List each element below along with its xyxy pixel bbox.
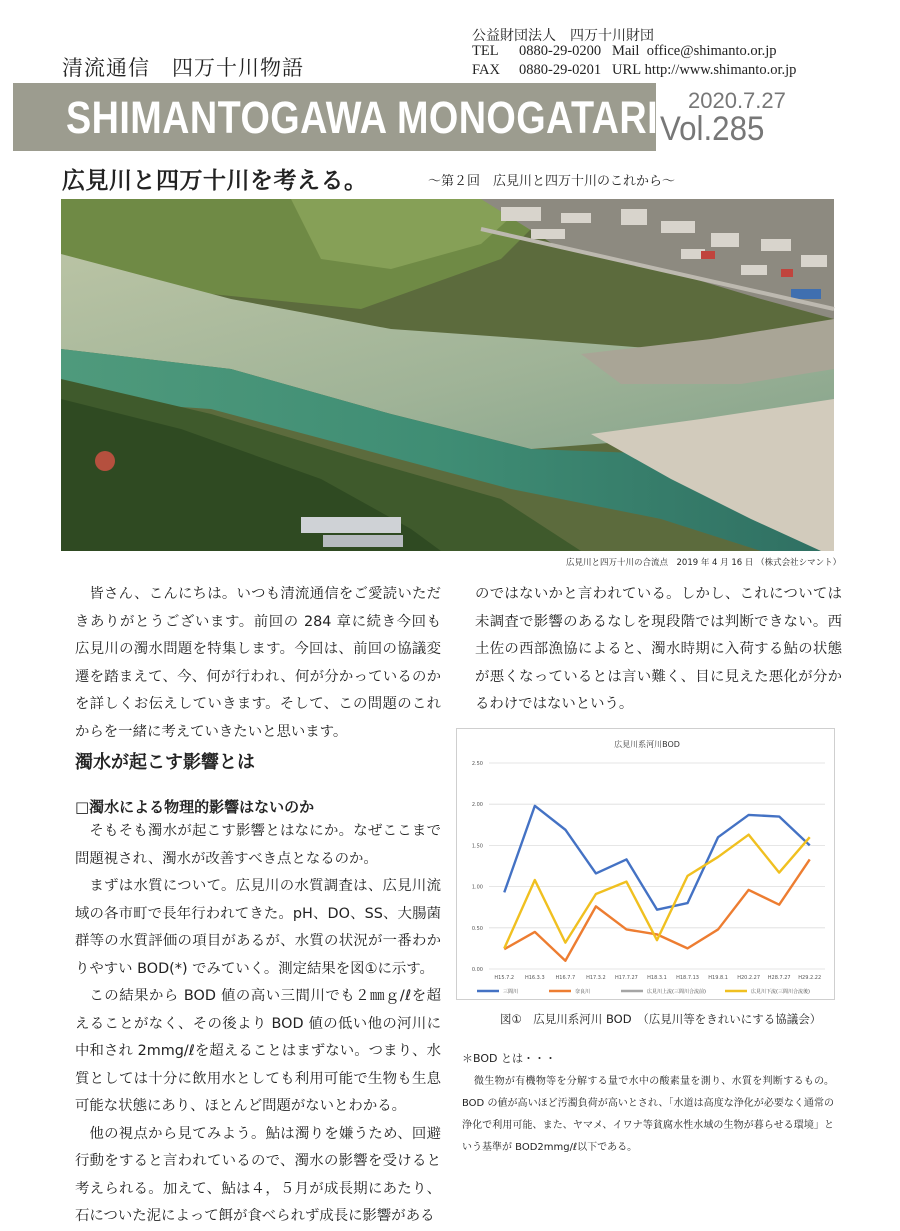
mail-address[interactable]: office@shimanto.or.jp (647, 43, 777, 59)
chart-ytick-label: 2.00 (472, 802, 483, 808)
chart-ytick-label: 1.00 (472, 885, 483, 891)
contact-line-fax-url (472, 62, 796, 79)
note-text: 微生物が有機物等を分解する量で水中の酸素量を測り、水質を判断するもの。BOD の値が高いほど汚濁負荷が高いとされ、「水道は高度な浄化が必要なく通常の浄化で利用可能、また、ヤマメ、イワナ等貧腐水性水域の生物が暮らせる環境」という基準が BOD2mmg/ℓ以下である。 (462, 1071, 834, 1159)
newsletter-subtitle: 清流通信 四万十川物語 (62, 52, 304, 82)
chart-xtick-label: H29.2.22 (798, 975, 821, 981)
chart-series-line (504, 806, 809, 910)
issue-date: 2020.7.27 (688, 88, 786, 114)
chart-xtick-label: H18.3.1 (647, 975, 667, 981)
aerial-river-photo (61, 199, 834, 551)
fax-number: 0880-29-0201 (519, 62, 601, 78)
chart-xtick-label: H17.3.2 (586, 975, 606, 981)
chart-xtick-label: H18.7.13 (676, 975, 699, 981)
chart-ytick-label: 0.00 (472, 967, 483, 973)
chart-xtick-label: H17.7.27 (615, 975, 638, 981)
photo-caption: 広見川と四万十川の合流点 2019 年 4 月 16 日 （株式会社シマント） (566, 556, 841, 568)
right-column-text: のではないかと言われている。しかし、これについては未調査で影響のあるなしを現段階では判断できない。西土佐の西部漁協によると、濁水時期に入荷する鮎の状態が悪くなっているとは言い難く、目に見えた悪化が分かるわけではないという。 (475, 581, 842, 719)
chart-series-line (504, 835, 809, 949)
chart-xtick-label: H28.7.27 (768, 975, 791, 981)
body-column (75, 818, 441, 1231)
note-title: ＊BOD とは・・・ (462, 1050, 556, 1066)
chart-xtick-label: H20.2.27 (737, 975, 760, 981)
chart-xtick-label: H19.8.1 (708, 975, 728, 981)
contact-line-tel-mail (472, 43, 777, 60)
chart-xtick-label: H16.3.3 (525, 975, 545, 981)
section-heading: 濁水が起こす影響とは (75, 748, 255, 774)
website-url[interactable]: http://www.shimanto.or.jp (645, 62, 797, 78)
sub-heading: □濁水による物理的影響はないのか (75, 796, 314, 817)
fax-label: FAX (472, 62, 519, 79)
article-headline: 広見川と四万十川を考える。 (62, 162, 368, 195)
mail-label: Mail (612, 43, 639, 59)
issue-volume: Vol.285 (660, 110, 764, 149)
chart-title: 広見川系河川BOD (614, 739, 680, 749)
tel-number: 0880-29-0200 (519, 43, 601, 59)
chart-ytick-label: 1.50 (472, 843, 483, 849)
aerial-photo-illustration (61, 199, 834, 551)
bod-chart-svg (457, 729, 836, 1001)
body-paragraph: 他の視点から見てみよう。鮎は濁りを嫌うため、回避行動をすると言われているので、濁水の影響を受けると考えられる。加えて、鮎は４，５月が成長期にあたり、石についた泥によって餌が食べられず成長に影響がある (75, 1121, 441, 1231)
bod-chart (456, 728, 835, 1000)
chart-ytick-label: 2.50 (472, 761, 483, 767)
url-label: URL (612, 62, 641, 78)
chart-ytick-label: 0.50 (472, 926, 483, 932)
chart-xtick-label: H15.7.2 (494, 975, 514, 981)
chart-legend-label: 広見川上流(三間川合流前) (647, 988, 706, 995)
body-paragraph: この結果から BOD 値の高い三間川でも２㎜ｇ/ℓを超えることがなく、その後より BOD 値の低い他の河川に中和され 2mmg/ℓを超えることはまずない。つまり、水質としては十分に飲用水としても利用可能で生物も生息可能な状態にあり、ほとんど問題がないとわかる。 (75, 983, 441, 1121)
chart-legend-label: 広見川下流(三間川合流後) (751, 988, 810, 995)
chart-xtick-label: H16.7.7 (556, 975, 576, 981)
body-paragraph: そもそも濁水が起こす影響とはなにか。なぜここまで問題視され、濁水が改善すべき点となるのか。 (75, 818, 441, 873)
chart-legend-label: 三間川 (503, 988, 518, 995)
banner-title: SHIMANTOGAWA MONOGATARI (66, 92, 658, 144)
figure-caption: 図① 広見川系河川 BOD （広見川等をきれいにする協議会） (500, 1011, 821, 1027)
intro-paragraph: 皆さん、こんにちは。いつも清流通信をご愛読いただきありがとうございます。前回の 284 章に続き今回も広見川の濁水問題を特集します。今回は、前回の協議変遷を踏まえて、今、何が行われ、何が分かっているのかを詳しくお伝えしていきます。そして、この問題のこれからを一緒に考えていきたいと思います。 (75, 581, 441, 746)
article-headline-sub: ～第２回 広見川と四万十川のこれから～ (428, 170, 675, 189)
organization-name: 公益財団法人 四万十川財団 (472, 25, 654, 45)
tel-label: TEL (472, 43, 519, 60)
chart-legend-label: 奈良川 (575, 988, 590, 995)
body-paragraph: まずは水質について。広見川の水質調査は、広見川流域の各市町で長年行われてきた。pH、DO、SS、大腸菌群等の水質評価の項目があるが、水質の状況が一番わかりやすい BOD(*) でみていく。測定結果を図①に示す。 (75, 873, 441, 983)
